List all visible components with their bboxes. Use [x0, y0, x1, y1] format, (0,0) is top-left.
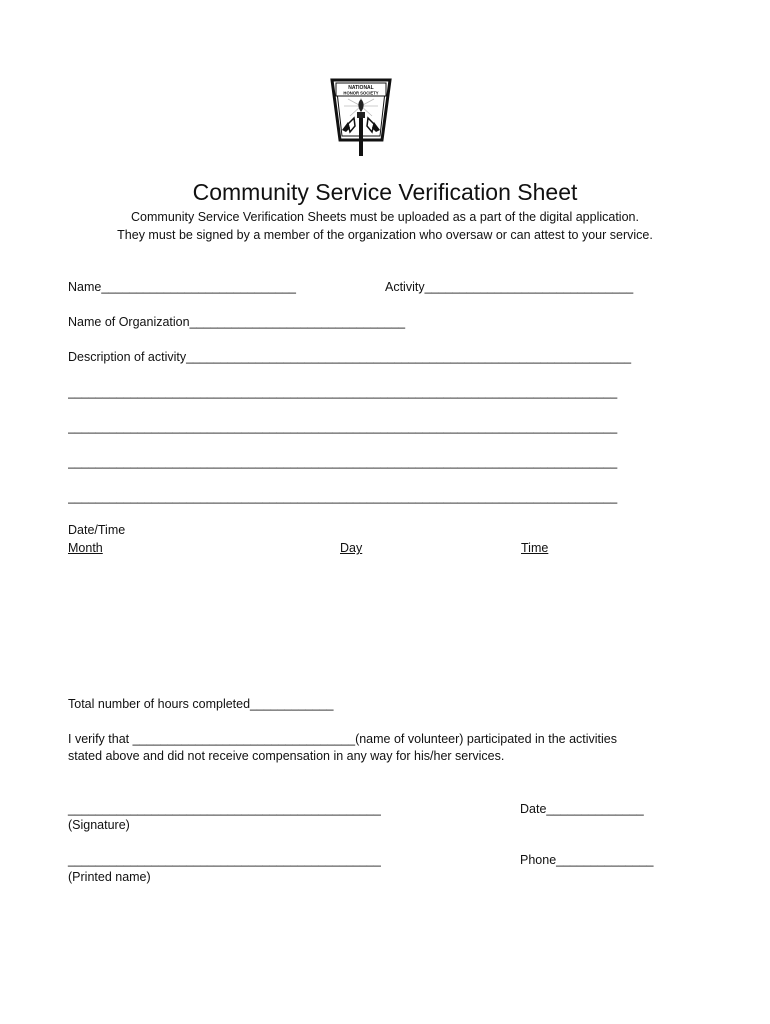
description-blank-line-2[interactable]: _______________________________________________________________________________	[68, 420, 618, 434]
printed-name-label: (Printed name)	[68, 870, 151, 884]
nhs-logo	[328, 72, 394, 162]
month-header: Month	[68, 541, 103, 555]
activity-field[interactable]: Activity______________________________	[385, 280, 634, 294]
verify-statement-line-2: stated above and did not receive compensation in any way for his/her services.	[68, 749, 505, 763]
name-field[interactable]: Name____________________________	[68, 280, 296, 294]
date-field[interactable]: Date______________	[520, 802, 644, 816]
logo-text-line1: NATIONAL	[348, 85, 374, 91]
phone-field[interactable]: Phone______________	[520, 853, 654, 867]
description-blank-line-1[interactable]: _______________________________________________________________________________	[68, 385, 618, 399]
signature-label: (Signature)	[68, 818, 130, 832]
organization-field[interactable]: Name of Organization_______________________________	[68, 315, 406, 329]
verify-statement-line-1[interactable]: I verify that ________________________________(name of volunteer) participated in the activities	[68, 732, 618, 746]
instructions-line-2: They must be signed by a member of the organization who oversaw or can attest to your service.	[117, 228, 653, 242]
page-title: Community Service Verification Sheet	[192, 179, 578, 205]
day-header: Day	[340, 541, 363, 555]
nhs-torch-keystone-emblem-icon	[328, 72, 394, 162]
logo-text-line2: HONOR SOCIETY	[343, 90, 379, 96]
description-field[interactable]: Description of activity________________________________________________________________	[68, 350, 632, 364]
printed-name-line[interactable]: _____________________________________________	[68, 853, 381, 867]
description-blank-line-3[interactable]: _______________________________________________________________________________	[68, 455, 618, 469]
total-hours-field[interactable]: Total number of hours completed____________	[68, 697, 334, 711]
datetime-label: Date/Time	[68, 523, 126, 537]
time-header: Time	[521, 541, 549, 555]
instructions-line-1: Community Service Verification Sheets must be uploaded as a part of the digital application.	[131, 210, 639, 224]
signature-line[interactable]: _____________________________________________	[68, 802, 381, 816]
description-blank-line-4[interactable]: _______________________________________________________________________________	[68, 490, 618, 504]
